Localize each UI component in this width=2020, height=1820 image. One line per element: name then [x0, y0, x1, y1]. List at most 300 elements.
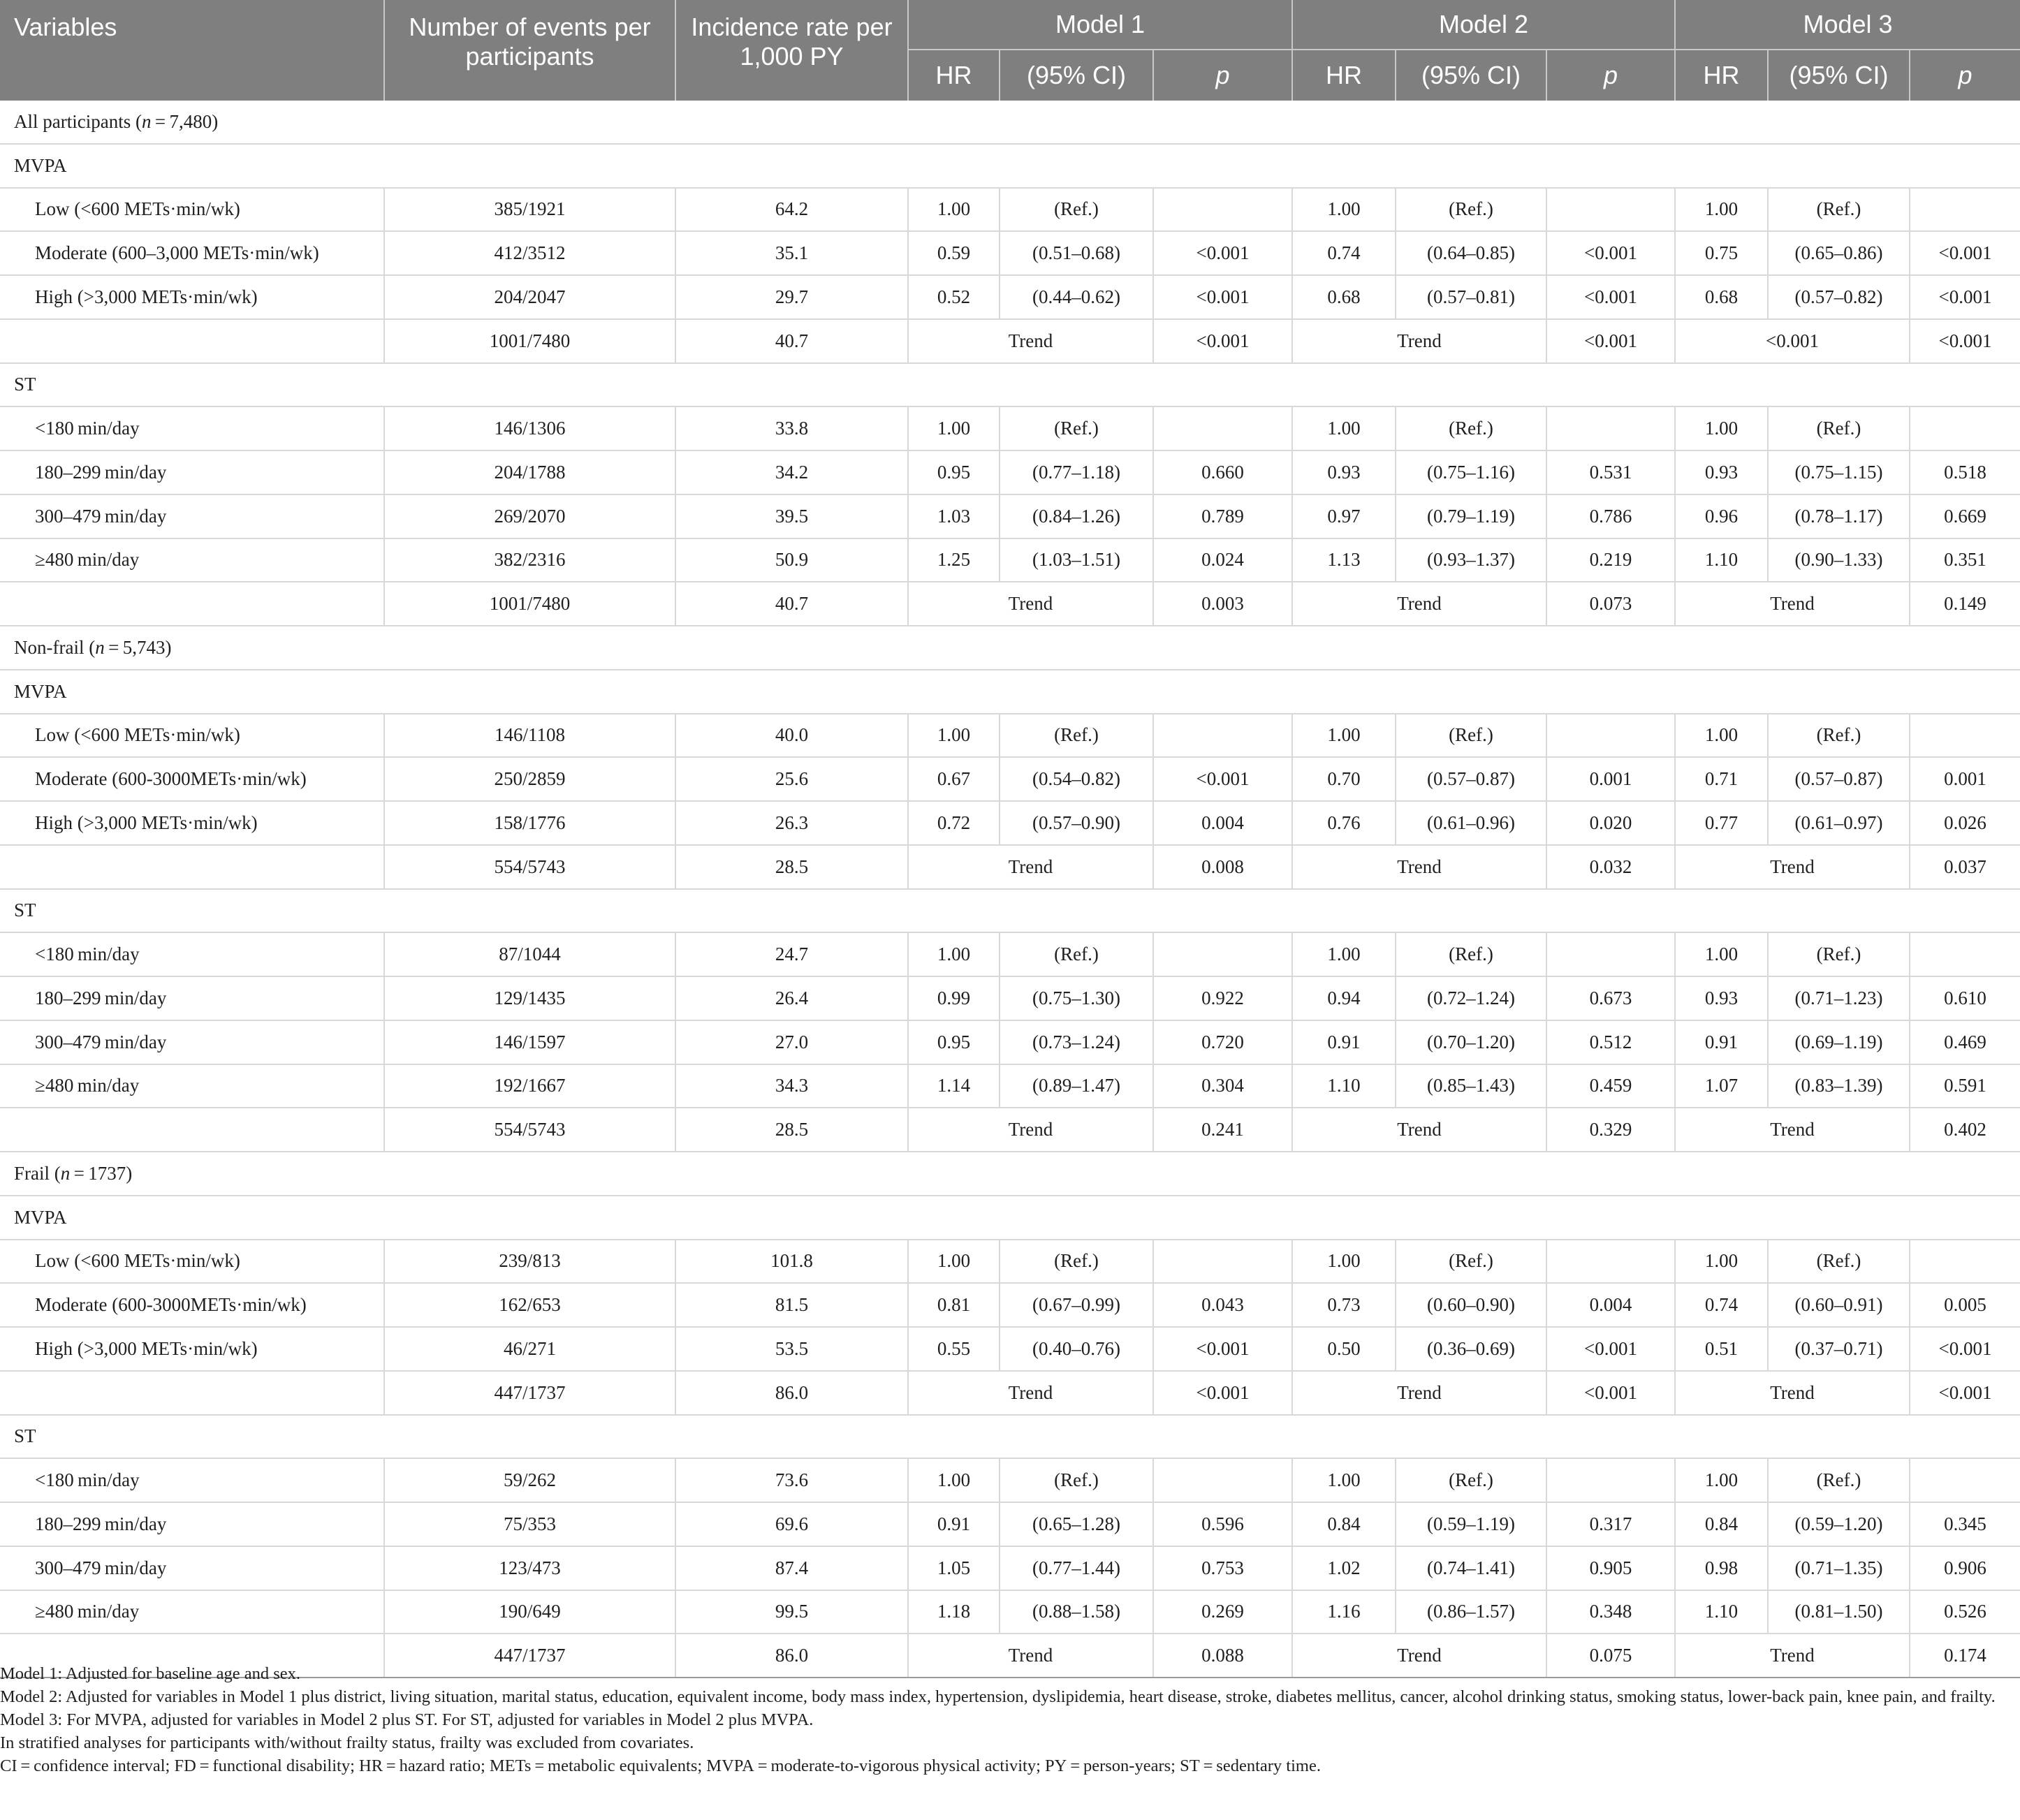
- incidence-cell: 35.1: [675, 231, 908, 275]
- m1-p-cell: 0.003: [1153, 582, 1292, 626]
- table-row: [0, 1590, 2020, 1634]
- incidence-cell: 39.5: [675, 494, 908, 538]
- m2-hr-cell: 1.10: [1292, 1064, 1396, 1108]
- m2-hr-cell: 1.00: [1292, 714, 1396, 758]
- m3-ci-cell: (0.69–1.19): [1768, 1020, 1910, 1064]
- m1-hr-cell: 0.52: [908, 275, 1000, 319]
- row-label: Moderate (600–3,000 METs·min/wk): [0, 231, 384, 275]
- m2-hr-cell: 1.02: [1292, 1546, 1396, 1590]
- m1-ci-cell: (Ref.): [1000, 1240, 1153, 1284]
- events-cell: 146/1108: [384, 714, 675, 758]
- events-cell: 554/5743: [384, 1108, 675, 1152]
- m1-p-cell: 0.008: [1153, 845, 1292, 889]
- m2-hr-cell: 0.50: [1292, 1327, 1396, 1371]
- section-label: Non-frail (n = 5,743): [0, 626, 2020, 670]
- m1-hr-cell: 1.00: [908, 714, 1000, 758]
- m3-p-cell: <0.001: [1910, 1327, 2020, 1371]
- m3-hr-cell: 0.98: [1675, 1546, 1768, 1590]
- m1-hr-cell: 1.25: [908, 538, 1000, 582]
- m2-trend-cell: Trend: [1292, 845, 1546, 889]
- m2-p-cell: [1546, 932, 1675, 976]
- incidence-cell: 29.7: [675, 275, 908, 319]
- m3-ci-cell: (0.37–0.71): [1768, 1327, 1910, 1371]
- m3-ci-cell: (0.83–1.39): [1768, 1064, 1910, 1108]
- m2-hr-cell: 0.91: [1292, 1020, 1396, 1064]
- m1-hr-cell: 1.00: [908, 1240, 1000, 1284]
- m2-ci-cell: (0.74–1.41): [1396, 1546, 1546, 1590]
- trend-row: [0, 1108, 2020, 1152]
- events-cell: 146/1597: [384, 1020, 675, 1064]
- m1-hr-cell: 0.95: [908, 1020, 1000, 1064]
- m2-ci-cell: (0.60–0.90): [1396, 1283, 1546, 1327]
- m3-hr-cell: 1.00: [1675, 714, 1768, 758]
- m3-p-cell: 0.351: [1910, 538, 2020, 582]
- section-label: ST: [0, 889, 2020, 933]
- m2-p-cell: <0.001: [1546, 231, 1675, 275]
- m2-hr-cell: 0.93: [1292, 450, 1396, 494]
- m1-p-cell: <0.001: [1153, 1371, 1292, 1415]
- m2-p-cell: 0.512: [1546, 1020, 1675, 1064]
- row-label: Moderate (600-3000METs·min/wk): [0, 757, 384, 801]
- row-label: [0, 582, 384, 626]
- m3-p-cell: [1910, 1458, 2020, 1502]
- m1-p-cell: 0.004: [1153, 801, 1292, 845]
- m2-ci-cell: (0.85–1.43): [1396, 1064, 1546, 1108]
- m3-trend-cell: Trend: [1675, 1371, 1910, 1415]
- m3-ci-cell: (0.57–0.87): [1768, 757, 1910, 801]
- m1-hr-cell: 1.00: [908, 1458, 1000, 1502]
- incidence-cell: 86.0: [675, 1371, 908, 1415]
- table-row: [0, 1240, 2020, 1284]
- m1-ci-cell: (0.40–0.76): [1000, 1327, 1153, 1371]
- m1-p-cell: [1153, 714, 1292, 758]
- m3-p-cell: 0.526: [1910, 1590, 2020, 1634]
- row-label: High (>3,000 METs·min/wk): [0, 1327, 384, 1371]
- m2-ci-cell: (0.36–0.69): [1396, 1327, 1546, 1371]
- m1-ci-cell: (0.77–1.18): [1000, 450, 1153, 494]
- m2-p-cell: [1546, 714, 1675, 758]
- m1-hr-cell: 0.99: [908, 976, 1000, 1020]
- m2-hr-cell: 0.97: [1292, 494, 1396, 538]
- m1-ci-cell: (0.67–0.99): [1000, 1283, 1153, 1327]
- m2-ci-cell: (0.79–1.19): [1396, 494, 1546, 538]
- m2-hr-cell: 0.84: [1292, 1502, 1396, 1546]
- section-row: [0, 889, 2020, 933]
- m2-ci-cell: (Ref.): [1396, 932, 1546, 976]
- events-cell: 554/5743: [384, 845, 675, 889]
- events-cell: 162/653: [384, 1283, 675, 1327]
- m3-hr-cell: 0.77: [1675, 801, 1768, 845]
- m3-hr-cell: 0.93: [1675, 450, 1768, 494]
- row-label: High (>3,000 METs·min/wk): [0, 275, 384, 319]
- m2-p-cell: [1546, 1458, 1675, 1502]
- row-label: 300–479 min/day: [0, 494, 384, 538]
- footnote-abbreviations: CI = confidence interval; FD = functional disability; HR = hazard ratio; METs = metabolic equivalents; MVPA = moderate-to-vigorous physical activity; PY = person-years; ST = sedentary time.: [0, 1756, 1321, 1775]
- section-row: [0, 101, 2020, 144]
- events-cell: 87/1044: [384, 932, 675, 976]
- section-row: [0, 363, 2020, 407]
- events-cell: 239/813: [384, 1240, 675, 1284]
- m3-p-cell: <0.001: [1910, 319, 2020, 363]
- m1-p-cell: [1153, 1458, 1292, 1502]
- m1-trend-cell: Trend: [908, 319, 1153, 363]
- m3-p-cell: 0.906: [1910, 1546, 2020, 1590]
- m3-p-cell: [1910, 406, 2020, 450]
- table-row: [0, 406, 2020, 450]
- m2-ci-cell: (0.86–1.57): [1396, 1590, 1546, 1634]
- m3-hr-cell: 1.00: [1675, 932, 1768, 976]
- m2-hr-cell: 1.00: [1292, 188, 1396, 232]
- incidence-cell: 27.0: [675, 1020, 908, 1064]
- events-cell: 1001/7480: [384, 319, 675, 363]
- incidence-cell: 53.5: [675, 1327, 908, 1371]
- header-model-3: Model 3: [1675, 0, 2020, 50]
- m1-hr-cell: 0.91: [908, 1502, 1000, 1546]
- m1-p-cell: 0.024: [1153, 538, 1292, 582]
- section-row: [0, 1196, 2020, 1240]
- m3-ci-cell: (0.61–0.97): [1768, 801, 1910, 845]
- m3-p-cell: <0.001: [1910, 275, 2020, 319]
- m1-hr-cell: 1.03: [908, 494, 1000, 538]
- events-cell: 204/2047: [384, 275, 675, 319]
- m1-p-cell: 0.269: [1153, 1590, 1292, 1634]
- footnote-model-2: Model 2: Adjusted for variables in Model 1 plus district, living situation, marital status, education, equivalent income, body mass index, hypertension, dyslipidemia, heart disease, stroke, diabetes mellitus, cancer, alcohol drinking status, smoking status, lower-back pain, knee pain, and frailty.: [0, 1687, 1996, 1706]
- events-cell: 250/2859: [384, 757, 675, 801]
- m1-trend-cell: Trend: [908, 845, 1153, 889]
- row-label: Low (<600 METs·min/wk): [0, 188, 384, 232]
- section-label: MVPA: [0, 1196, 2020, 1240]
- m1-ci-cell: (0.57–0.90): [1000, 801, 1153, 845]
- m1-p-cell: [1153, 406, 1292, 450]
- m1-p-cell: 0.753: [1153, 1546, 1292, 1590]
- m2-hr-cell: 0.94: [1292, 976, 1396, 1020]
- m3-p-cell: 0.005: [1910, 1283, 2020, 1327]
- m1-p-cell: 0.922: [1153, 976, 1292, 1020]
- m2-trend-cell: Trend: [1292, 1371, 1546, 1415]
- m2-ci-cell: (0.64–0.85): [1396, 231, 1546, 275]
- incidence-cell: 99.5: [675, 1590, 908, 1634]
- table-row: [0, 1064, 2020, 1108]
- m1-p-cell: 0.720: [1153, 1020, 1292, 1064]
- incidence-cell: 34.2: [675, 450, 908, 494]
- table-row: [0, 976, 2020, 1020]
- m1-ci-cell: (Ref.): [1000, 406, 1153, 450]
- m3-hr-cell: 0.75: [1675, 231, 1768, 275]
- m3-ci-cell: (0.65–0.86): [1768, 231, 1910, 275]
- m1-ci-cell: (Ref.): [1000, 932, 1153, 976]
- incidence-cell: 25.6: [675, 757, 908, 801]
- incidence-cell: 50.9: [675, 538, 908, 582]
- section-label: Frail (n = 1737): [0, 1152, 2020, 1196]
- m2-hr-cell: 0.74: [1292, 231, 1396, 275]
- m3-ci-cell: (0.71–1.35): [1768, 1546, 1910, 1590]
- trend-row: [0, 1371, 2020, 1415]
- incidence-cell: 28.5: [675, 845, 908, 889]
- m1-p-cell: 0.241: [1153, 1108, 1292, 1152]
- m3-hr-cell: 1.00: [1675, 1458, 1768, 1502]
- m1-p-cell: [1153, 1240, 1292, 1284]
- m3-ci-cell: (0.81–1.50): [1768, 1590, 1910, 1634]
- header-p-label: p: [1215, 61, 1230, 89]
- m3-trend-cell: Trend: [1675, 1108, 1910, 1152]
- m1-ci-cell: (0.65–1.28): [1000, 1502, 1153, 1546]
- m1-p-cell: 0.088: [1153, 1634, 1292, 1678]
- m3-ci-cell: (0.78–1.17): [1768, 494, 1910, 538]
- row-label: 300–479 min/day: [0, 1546, 384, 1590]
- table-row: [0, 1502, 2020, 1546]
- m2-p-cell: 0.673: [1546, 976, 1675, 1020]
- m1-ci-cell: (0.88–1.58): [1000, 1590, 1153, 1634]
- m2-p-cell: <0.001: [1546, 1371, 1675, 1415]
- table-row: [0, 275, 2020, 319]
- trend-row: [0, 319, 2020, 363]
- header-incidence: Incidence rate per 1,000 PY: [675, 0, 908, 101]
- m3-p-cell: 0.149: [1910, 582, 2020, 626]
- m3-ci-cell: (Ref.): [1768, 406, 1910, 450]
- header-ci: (95% CI): [1768, 50, 1910, 101]
- m1-p-cell: 0.596: [1153, 1502, 1292, 1546]
- footnote-model-1: Model 1: Adjusted for baseline age and sex.: [0, 1664, 301, 1683]
- m1-p-cell: [1153, 188, 1292, 232]
- header-p: [1153, 50, 1292, 101]
- events-cell: 59/262: [384, 1458, 675, 1502]
- incidence-cell: 40.0: [675, 714, 908, 758]
- m2-p-cell: 0.032: [1546, 845, 1675, 889]
- m1-trend-cell: Trend: [908, 1108, 1153, 1152]
- row-label: [0, 845, 384, 889]
- m1-p-cell: 0.304: [1153, 1064, 1292, 1108]
- table-row: [0, 1283, 2020, 1327]
- m3-p-cell: 0.345: [1910, 1502, 2020, 1546]
- table-row: [0, 450, 2020, 494]
- m1-hr-cell: 0.55: [908, 1327, 1000, 1371]
- incidence-cell: 26.3: [675, 801, 908, 845]
- events-cell: 146/1306: [384, 406, 675, 450]
- m2-hr-cell: 1.00: [1292, 1458, 1396, 1502]
- row-label: ≥480 min/day: [0, 1590, 384, 1634]
- m1-hr-cell: 0.72: [908, 801, 1000, 845]
- events-cell: 382/2316: [384, 538, 675, 582]
- m3-ci-cell: (0.59–1.20): [1768, 1502, 1910, 1546]
- incidence-cell: 28.5: [675, 1108, 908, 1152]
- m2-ci-cell: (Ref.): [1396, 406, 1546, 450]
- m3-ci-cell: (Ref.): [1768, 188, 1910, 232]
- m1-hr-cell: 1.00: [908, 406, 1000, 450]
- m2-hr-cell: 1.00: [1292, 932, 1396, 976]
- m1-ci-cell: (0.54–0.82): [1000, 757, 1153, 801]
- events-cell: 204/1788: [384, 450, 675, 494]
- m2-ci-cell: (0.57–0.87): [1396, 757, 1546, 801]
- m3-hr-cell: 0.71: [1675, 757, 1768, 801]
- m1-hr-cell: 1.00: [908, 188, 1000, 232]
- header-hr: HR: [1292, 50, 1396, 101]
- trend-row: [0, 582, 2020, 626]
- m1-ci-cell: (Ref.): [1000, 714, 1153, 758]
- row-label: <180 min/day: [0, 406, 384, 450]
- m2-ci-cell: (Ref.): [1396, 188, 1546, 232]
- m3-hr-cell: 0.68: [1675, 275, 1768, 319]
- events-cell: 447/1737: [384, 1634, 675, 1678]
- header-events: Number of events per participants: [384, 0, 675, 101]
- m2-ci-cell: (0.93–1.37): [1396, 538, 1546, 582]
- incidence-cell: 86.0: [675, 1634, 908, 1678]
- incidence-cell: 81.5: [675, 1283, 908, 1327]
- row-label: 180–299 min/day: [0, 450, 384, 494]
- m2-p-cell: 0.219: [1546, 538, 1675, 582]
- m3-p-cell: <0.001: [1910, 231, 2020, 275]
- m3-hr-cell: 0.51: [1675, 1327, 1768, 1371]
- m1-hr-cell: 0.59: [908, 231, 1000, 275]
- n-symbol: n: [141, 110, 152, 132]
- section-label: All participants (n = 7,480): [0, 101, 2020, 144]
- m1-ci-cell: (Ref.): [1000, 1458, 1153, 1502]
- m3-p-cell: [1910, 1240, 2020, 1284]
- header-ci: (95% CI): [1000, 50, 1153, 101]
- events-cell: 447/1737: [384, 1371, 675, 1415]
- table-row: [0, 188, 2020, 232]
- events-cell: 158/1776: [384, 801, 675, 845]
- incidence-cell: 40.7: [675, 582, 908, 626]
- m3-hr-cell: 0.74: [1675, 1283, 1768, 1327]
- m3-ci-cell: (0.90–1.33): [1768, 538, 1910, 582]
- m2-hr-cell: 0.73: [1292, 1283, 1396, 1327]
- m3-p-cell: 0.402: [1910, 1108, 2020, 1152]
- m1-hr-cell: 1.05: [908, 1546, 1000, 1590]
- events-cell: 190/649: [384, 1590, 675, 1634]
- table-row: [0, 494, 2020, 538]
- header-p-label: p: [1604, 61, 1618, 89]
- row-label: 180–299 min/day: [0, 976, 384, 1020]
- row-label: Moderate (600-3000METs·min/wk): [0, 1283, 384, 1327]
- m3-ci-cell: (Ref.): [1768, 1458, 1910, 1502]
- m3-hr-cell: 1.00: [1675, 188, 1768, 232]
- section-label: ST: [0, 363, 2020, 407]
- m2-p-cell: 0.073: [1546, 582, 1675, 626]
- m1-ci-cell: (0.89–1.47): [1000, 1064, 1153, 1108]
- section-label: ST: [0, 1415, 2020, 1459]
- m2-hr-cell: 0.76: [1292, 801, 1396, 845]
- m3-p-cell: 0.518: [1910, 450, 2020, 494]
- events-cell: 1001/7480: [384, 582, 675, 626]
- m1-trend-cell: Trend: [908, 1634, 1153, 1678]
- m2-trend-cell: Trend: [1292, 319, 1546, 363]
- n-symbol: n: [95, 636, 105, 658]
- m1-hr-cell: 0.67: [908, 757, 1000, 801]
- row-label: 300–479 min/day: [0, 1020, 384, 1064]
- incidence-cell: 24.7: [675, 932, 908, 976]
- m2-p-cell: [1546, 188, 1675, 232]
- table-row: [0, 1327, 2020, 1371]
- m1-p-cell: <0.001: [1153, 757, 1292, 801]
- row-label: [0, 1371, 384, 1415]
- m3-p-cell: 0.669: [1910, 494, 2020, 538]
- m2-p-cell: <0.001: [1546, 319, 1675, 363]
- incidence-cell: 34.3: [675, 1064, 908, 1108]
- table-row: [0, 932, 2020, 976]
- m3-hr-cell: 0.91: [1675, 1020, 1768, 1064]
- section-row: [0, 1152, 2020, 1196]
- m1-hr-cell: 0.95: [908, 450, 1000, 494]
- section-row: [0, 144, 2020, 188]
- events-cell: 385/1921: [384, 188, 675, 232]
- section-row: [0, 626, 2020, 670]
- m2-p-cell: 0.004: [1546, 1283, 1675, 1327]
- m3-trend-cell: Trend: [1675, 845, 1910, 889]
- m2-p-cell: [1546, 406, 1675, 450]
- events-cell: 269/2070: [384, 494, 675, 538]
- m3-hr-cell: 0.93: [1675, 976, 1768, 1020]
- m2-p-cell: 0.075: [1546, 1634, 1675, 1678]
- incidence-cell: 26.4: [675, 976, 908, 1020]
- trend-row: [0, 845, 2020, 889]
- incidence-cell: 40.7: [675, 319, 908, 363]
- row-label: [0, 319, 384, 363]
- m1-ci-cell: (0.44–0.62): [1000, 275, 1153, 319]
- m2-ci-cell: (0.72–1.24): [1396, 976, 1546, 1020]
- m2-p-cell: 0.531: [1546, 450, 1675, 494]
- m2-ci-cell: (Ref.): [1396, 714, 1546, 758]
- table-row: [0, 714, 2020, 758]
- m3-trend-cell: <0.001: [1675, 319, 1910, 363]
- table-row: [0, 801, 2020, 845]
- m2-p-cell: 0.905: [1546, 1546, 1675, 1590]
- m3-p-cell: 0.591: [1910, 1064, 2020, 1108]
- m1-p-cell: <0.001: [1153, 231, 1292, 275]
- m1-trend-cell: Trend: [908, 1371, 1153, 1415]
- events-cell: 412/3512: [384, 231, 675, 275]
- m3-p-cell: [1910, 188, 2020, 232]
- events-cell: 75/353: [384, 1502, 675, 1546]
- m3-hr-cell: 0.84: [1675, 1502, 1768, 1546]
- row-label: ≥480 min/day: [0, 538, 384, 582]
- events-cell: 123/473: [384, 1546, 675, 1590]
- header-hr: HR: [1675, 50, 1768, 101]
- m1-p-cell: <0.001: [1153, 319, 1292, 363]
- m3-ci-cell: (0.75–1.15): [1768, 450, 1910, 494]
- m2-p-cell: 0.329: [1546, 1108, 1675, 1152]
- m2-p-cell: 0.348: [1546, 1590, 1675, 1634]
- row-label: High (>3,000 METs·min/wk): [0, 801, 384, 845]
- m1-trend-cell: Trend: [908, 582, 1153, 626]
- m3-ci-cell: (Ref.): [1768, 932, 1910, 976]
- row-label: [0, 1108, 384, 1152]
- m2-p-cell: 0.020: [1546, 801, 1675, 845]
- m3-p-cell: 0.469: [1910, 1020, 2020, 1064]
- m1-hr-cell: 1.00: [908, 932, 1000, 976]
- m2-trend-cell: Trend: [1292, 582, 1546, 626]
- m3-p-cell: [1910, 932, 2020, 976]
- m2-hr-cell: 1.00: [1292, 406, 1396, 450]
- m1-ci-cell: (0.77–1.44): [1000, 1546, 1153, 1590]
- incidence-cell: 73.6: [675, 1458, 908, 1502]
- m3-ci-cell: (0.60–0.91): [1768, 1283, 1910, 1327]
- header-p: [1546, 50, 1675, 101]
- m2-ci-cell: (0.70–1.20): [1396, 1020, 1546, 1064]
- incidence-cell: 69.6: [675, 1502, 908, 1546]
- footnote-stratified: In stratified analyses for participants with/without frailty status, frailty was excluded from covariates.: [0, 1733, 694, 1752]
- m2-p-cell: 0.786: [1546, 494, 1675, 538]
- m3-hr-cell: 1.10: [1675, 538, 1768, 582]
- m2-p-cell: 0.001: [1546, 757, 1675, 801]
- header-hr: HR: [908, 50, 1000, 101]
- m2-trend-cell: Trend: [1292, 1108, 1546, 1152]
- m2-ci-cell: (0.57–0.81): [1396, 275, 1546, 319]
- m1-hr-cell: 0.81: [908, 1283, 1000, 1327]
- m3-p-cell: 0.610: [1910, 976, 2020, 1020]
- m1-ci-cell: (1.03–1.51): [1000, 538, 1153, 582]
- m3-trend-cell: Trend: [1675, 582, 1910, 626]
- m2-trend-cell: Trend: [1292, 1634, 1546, 1678]
